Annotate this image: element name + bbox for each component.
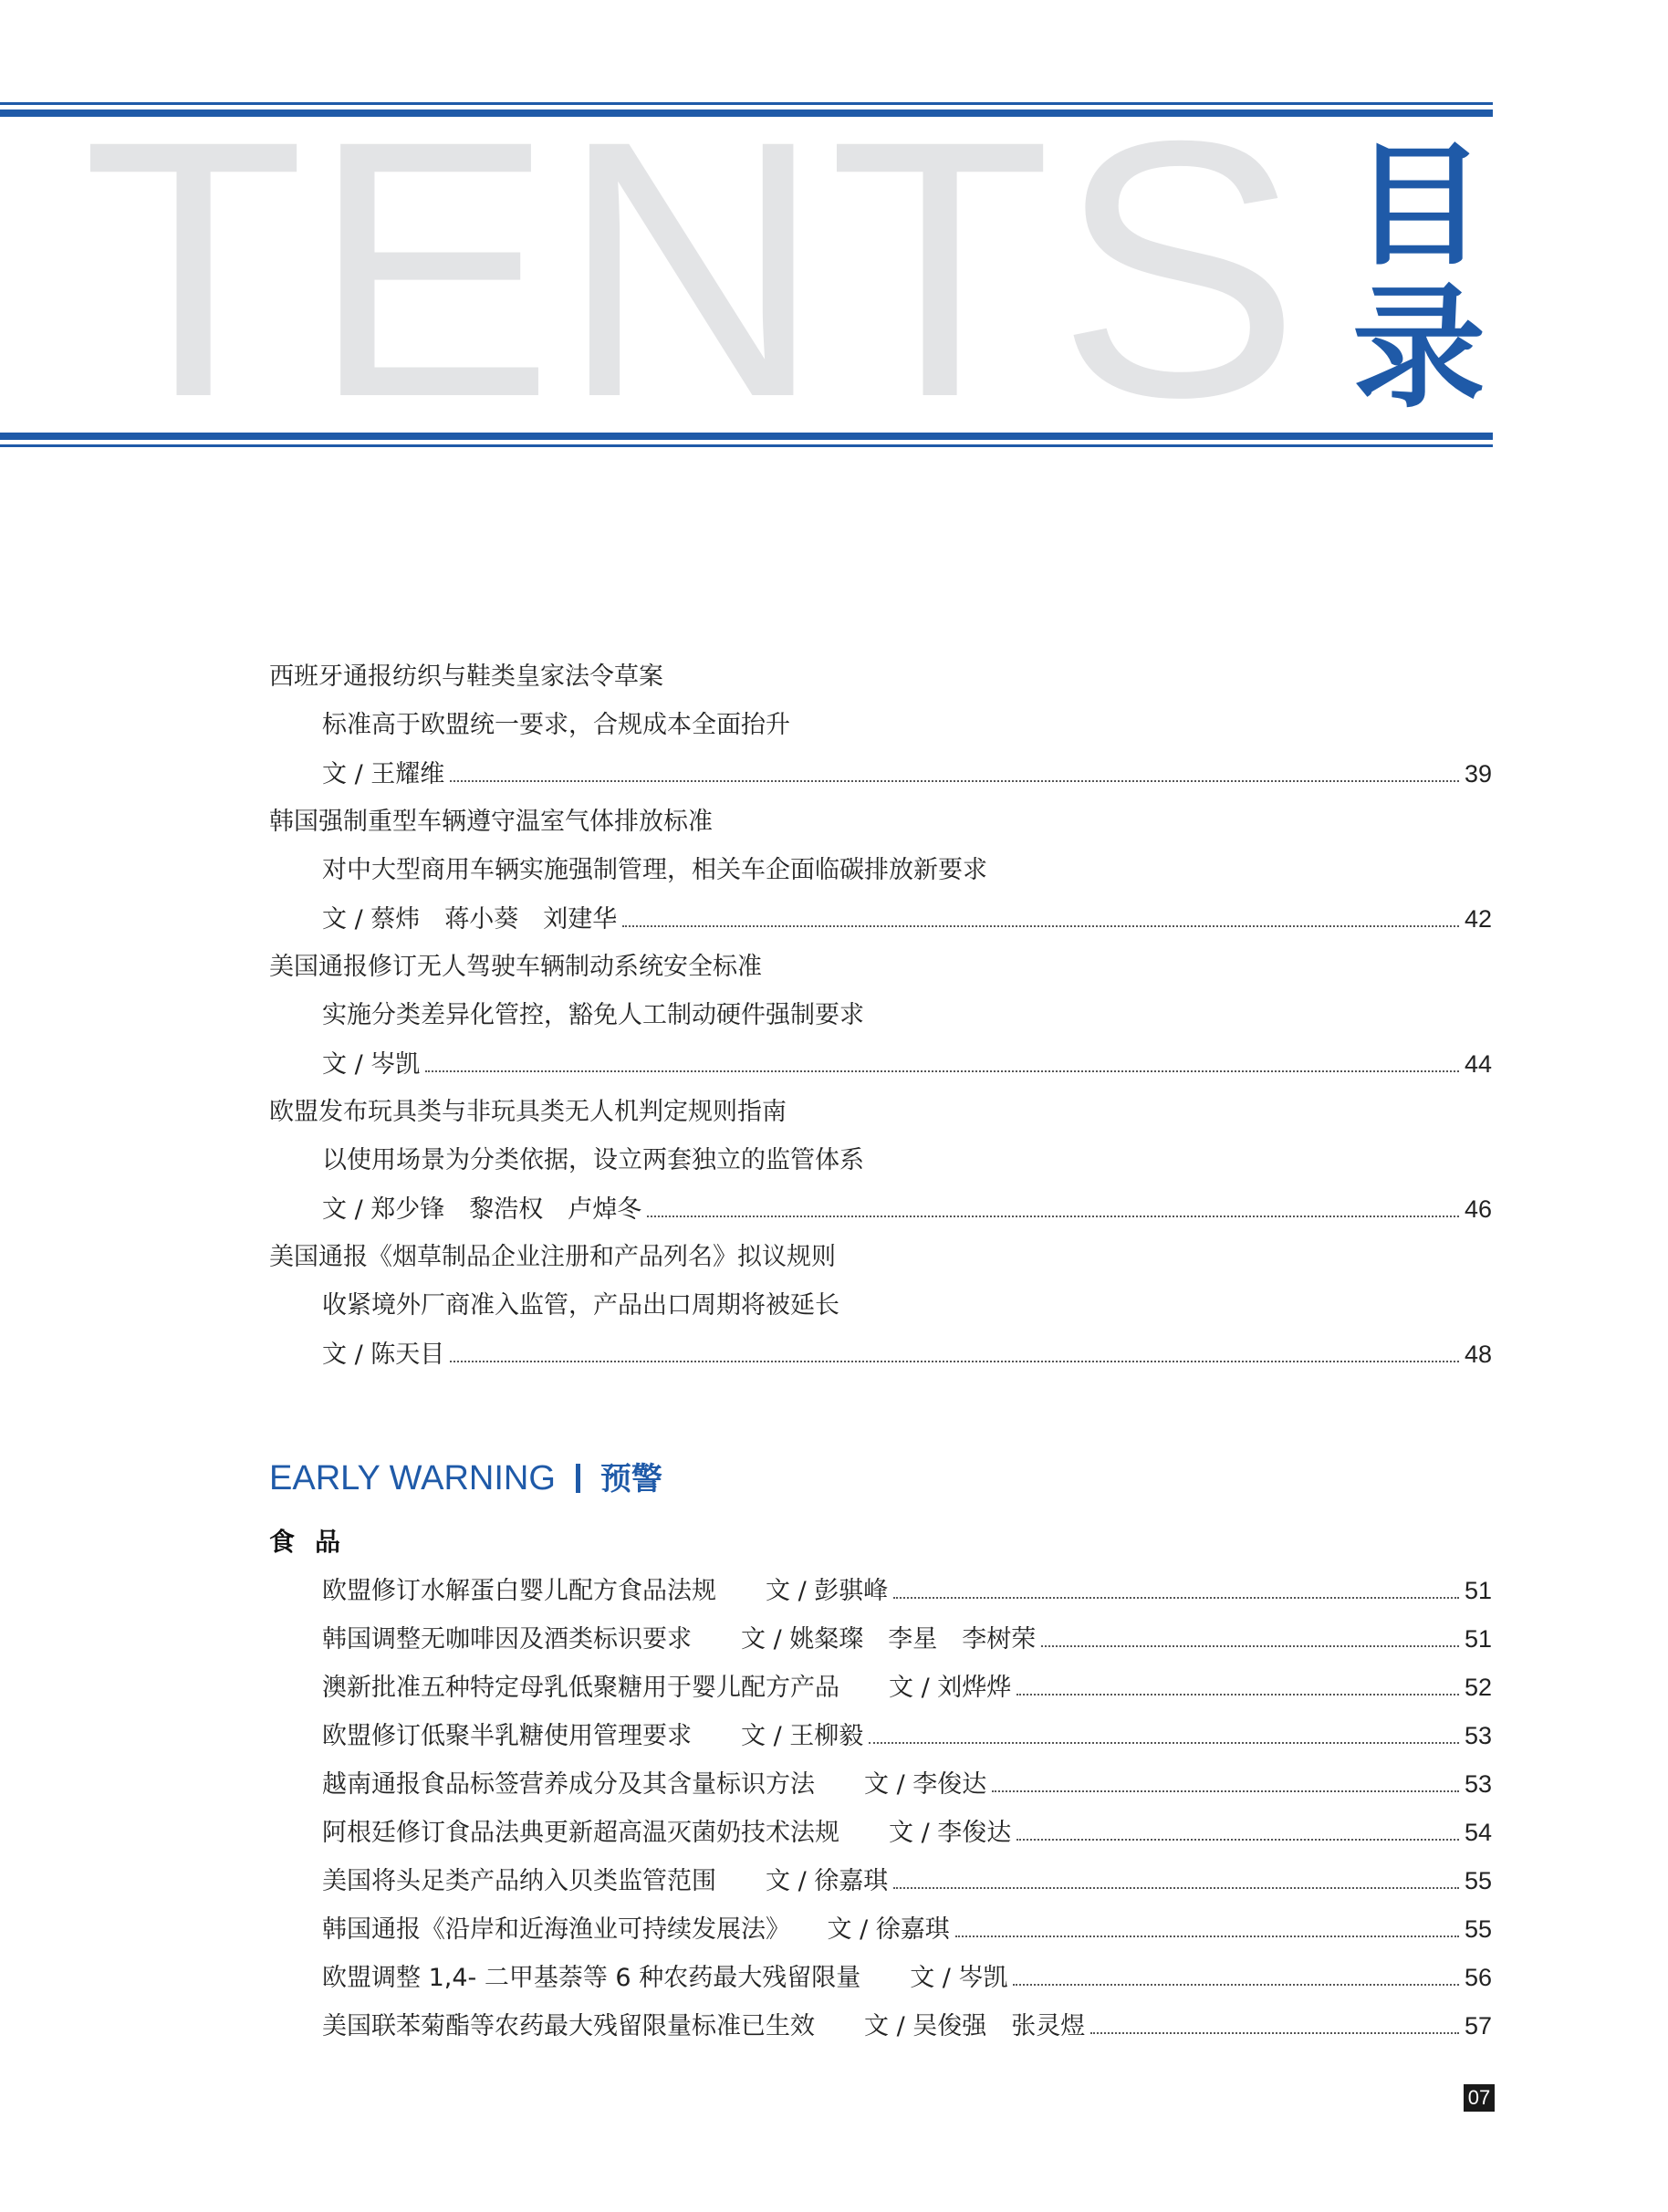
warning-text: 美国将头足类产品纳入贝类监管范围 文 / 徐嘉琪: [322, 1867, 889, 1895]
article-author: 文 / 陈天目: [322, 1341, 445, 1369]
warning-text: 韩国调整无咖啡因及酒类标识要求 文 / 姚粲璨 李星 李树荣: [322, 1625, 1037, 1654]
dot-leader: [622, 924, 1459, 927]
warning-page: 51: [1464, 1577, 1492, 1604]
article-subtitle: 实施分类差异化管控，豁免人工制动硬件强制要求: [322, 1001, 864, 1029]
article-author: 文 / 蔡炜 蒋小葵 刘建华: [322, 905, 618, 934]
category-label: 食品: [269, 1527, 361, 1557]
warning-page: 57: [1464, 2012, 1492, 2040]
article-subtitle: 标准高于欧盟统一要求，合规成本全面抬升: [322, 711, 790, 739]
warning-text: 澳新批准五种特定母乳低聚糖用于婴儿配方产品 文 / 刘烨烨: [322, 1674, 1012, 1702]
article-byline[interactable]: [322, 903, 1492, 936]
warning-text: 阿根廷修订食品法典更新超高温灭菌奶技术法规 文 / 李俊达: [322, 1819, 1012, 1847]
warning-text: 欧盟修订水解蛋白婴儿配方食品法规 文 / 彭骐峰: [322, 1577, 889, 1605]
article-byline[interactable]: [322, 1193, 1492, 1226]
dot-leader: [1016, 1838, 1459, 1841]
header-rule-bottom-thin: [0, 444, 1493, 447]
header-rule-bottom-thick: [0, 433, 1493, 440]
warning-page: 55: [1464, 1867, 1492, 1894]
dot-leader: [1041, 1644, 1459, 1647]
page-title-char-1: 目: [1352, 129, 1486, 284]
section-heading-cn: 预警: [599, 1461, 662, 1497]
warning-page: 53: [1464, 1770, 1492, 1798]
article-byline[interactable]: [322, 1338, 1492, 1372]
article-author: 文 / 岑凯: [322, 1050, 421, 1079]
dot-leader: [450, 779, 1459, 782]
warning-item[interactable]: [322, 1574, 1492, 1608]
warning-item[interactable]: [322, 1622, 1492, 1656]
warning-page: 51: [1464, 1625, 1492, 1653]
warning-text: 韩国通报《沿岸和近海渔业可持续发展法》 文 / 徐嘉琪: [322, 1915, 950, 1944]
dot-leader: [1016, 1693, 1459, 1696]
article-page: 42: [1464, 905, 1492, 933]
dot-leader: [450, 1360, 1459, 1362]
dot-leader: [869, 1741, 1459, 1744]
article-subtitle: 对中大型商用车辆实施强制管理，相关车企面临碳排放新要求: [322, 856, 987, 884]
warning-item[interactable]: [322, 2009, 1492, 2043]
warning-text: 欧盟修订低聚半乳糖使用管理要求 文 / 王柳毅: [322, 1722, 864, 1750]
section-separator: [576, 1464, 580, 1493]
article-byline[interactable]: [322, 1048, 1492, 1081]
warning-item[interactable]: [322, 1864, 1492, 1898]
warning-item[interactable]: [322, 1913, 1492, 1946]
article-title[interactable]: 欧盟发布玩具类与非玩具类无人机判定规则指南: [269, 1098, 787, 1126]
dot-leader: [893, 1886, 1459, 1889]
warning-item[interactable]: [322, 1768, 1492, 1801]
article-page: 46: [1464, 1195, 1492, 1223]
warning-item[interactable]: [322, 1816, 1492, 1850]
header-rule-top-thin: [0, 102, 1493, 105]
warning-page: 53: [1464, 1722, 1492, 1749]
section-heading: [269, 1457, 662, 1500]
article-page: 44: [1464, 1050, 1492, 1078]
background-word: TENTS: [82, 110, 1307, 429]
article-page: 48: [1464, 1341, 1492, 1368]
warning-page: 56: [1464, 1964, 1492, 1991]
warning-text: 美国联苯菊酯等农药最大残留限量标准已生效 文 / 吴俊强 张灵煜: [322, 2012, 1086, 2040]
article-subtitle: 收紧境外厂商准入监管，产品出口周期将被延长: [322, 1291, 839, 1320]
article-subtitle: 以使用场景为分类依据，设立两套独立的监管体系: [322, 1146, 864, 1174]
warning-page: 52: [1464, 1674, 1492, 1701]
warning-page: 55: [1464, 1915, 1492, 1943]
dot-leader: [1090, 2031, 1459, 2034]
dot-leader: [992, 1789, 1459, 1792]
article-title[interactable]: 韩国强制重型车辆遵守温室气体排放标准: [269, 808, 713, 836]
section-heading-en: EARLY WARNING: [269, 1459, 556, 1497]
article-byline[interactable]: [322, 757, 1492, 791]
dot-leader: [955, 1935, 1459, 1937]
article-title[interactable]: 西班牙通报纺织与鞋类皇家法令草案: [269, 663, 663, 691]
page-number: 07: [1464, 2084, 1495, 2112]
article-page: 39: [1464, 760, 1492, 788]
article-author: 文 / 郑少锋 黎浩权 卢焯冬: [322, 1195, 642, 1224]
warning-item[interactable]: [322, 1671, 1492, 1705]
warning-page: 54: [1464, 1819, 1492, 1846]
warning-item[interactable]: [322, 1961, 1492, 1995]
warning-text: 越南通报食品标签营养成分及其含量标识方法 文 / 李俊达: [322, 1770, 987, 1799]
article-title[interactable]: 美国通报修订无人驾驶车辆制动系统安全标准: [269, 953, 762, 981]
dot-leader: [1013, 1983, 1459, 1986]
dot-leader: [425, 1069, 1459, 1072]
page-title: [1341, 129, 1496, 426]
article-author: 文 / 王耀维: [322, 760, 445, 788]
article-title[interactable]: 美国通报《烟草制品企业注册和产品列名》拟议规则: [269, 1243, 836, 1271]
dot-leader: [893, 1596, 1459, 1599]
dot-leader: [647, 1215, 1459, 1217]
warning-text: 欧盟调整 1,4- 二甲基萘等 6 种农药最大残留限量 文 / 岑凯: [322, 1964, 1008, 1992]
page-title-char-2: 录: [1352, 271, 1486, 426]
warning-item[interactable]: [322, 1719, 1492, 1753]
